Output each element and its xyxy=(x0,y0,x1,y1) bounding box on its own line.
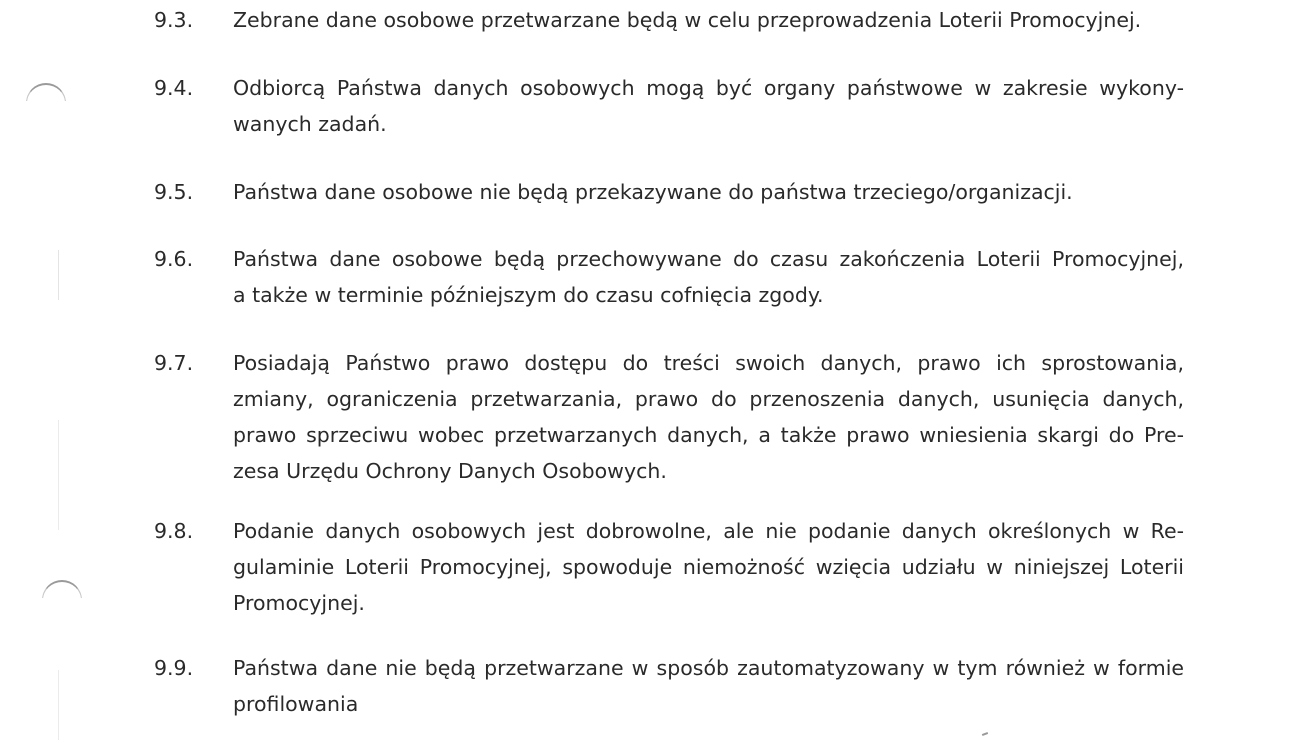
clause-line: Odbiorcą Państwa danych osobowych mogą być organy państwowe w zakresie wykony- xyxy=(233,76,1184,100)
clause-text xyxy=(233,70,1184,142)
clause-number: 9.5. xyxy=(154,180,194,204)
clause-line: wanych zadań. xyxy=(233,112,387,136)
punch-hole xyxy=(26,83,66,123)
clause-text xyxy=(233,2,1184,38)
clause-line: a także w terminie późniejszym do czasu cofnięcia zgody. xyxy=(233,283,824,307)
clause-text xyxy=(233,174,1184,210)
clause-number: 9.8. xyxy=(154,519,194,543)
clause-line: Zebrane dane osobowe przetwarzane będą w celu przeprowadzenia Loterii Promocyjnej. xyxy=(233,8,1142,32)
clause-line: Podanie danych osobowych jest dobrowolne, ale nie podanie danych określonych w Re- xyxy=(233,519,1184,543)
scan-edge-mark xyxy=(58,250,59,300)
clause-line: Państwa dane osobowe nie będą przekazywane do państwa trzeciego/organizacji. xyxy=(233,180,1073,204)
clause-number: 9.9. xyxy=(154,656,194,680)
scan-speck xyxy=(982,732,988,736)
clause-line: zesa Urzędu Ochrony Danych Osobowych. xyxy=(233,459,667,483)
clause-line: prawo sprzeciwu wobec przetwarzanych danych, a także prawo wniesienia skargi do Pre- xyxy=(233,423,1184,447)
clause-text xyxy=(233,241,1184,313)
scan-edge-mark xyxy=(58,420,59,530)
clause-number: 9.6. xyxy=(154,247,194,271)
clause-number: 9.4. xyxy=(154,76,194,100)
clause-line: Posiadają Państwo prawo dostępu do treści swoich danych, prawo ich sprostowania, xyxy=(233,351,1184,375)
punch-hole xyxy=(42,580,82,620)
clause-line: Państwa dane osobowe będą przechowywane do czasu zakończenia Loterii Promocyjnej, xyxy=(233,247,1184,271)
clause-number: 9.3. xyxy=(154,8,194,32)
clause-line: gulaminie Loterii Promocyjnej, spowoduje niemożność wzięcia udziału w niniejszej Loterii xyxy=(233,555,1184,579)
clause-text xyxy=(233,513,1184,621)
clause-line: Promocyjnej. xyxy=(233,591,365,615)
clause-line: profilowania xyxy=(233,692,359,716)
clause-line: zmiany, ograniczenia przetwarzania, prawo do przenoszenia danych, usunięcia danych, xyxy=(233,387,1184,411)
clause-line: Państwa dane nie będą przetwarzane w sposób zautomatyzowany w tym również w formie xyxy=(233,656,1184,680)
clause-text xyxy=(233,650,1184,722)
clause-number: 9.7. xyxy=(154,351,194,375)
clause-text xyxy=(233,345,1184,489)
scan-edge-mark xyxy=(58,670,59,740)
